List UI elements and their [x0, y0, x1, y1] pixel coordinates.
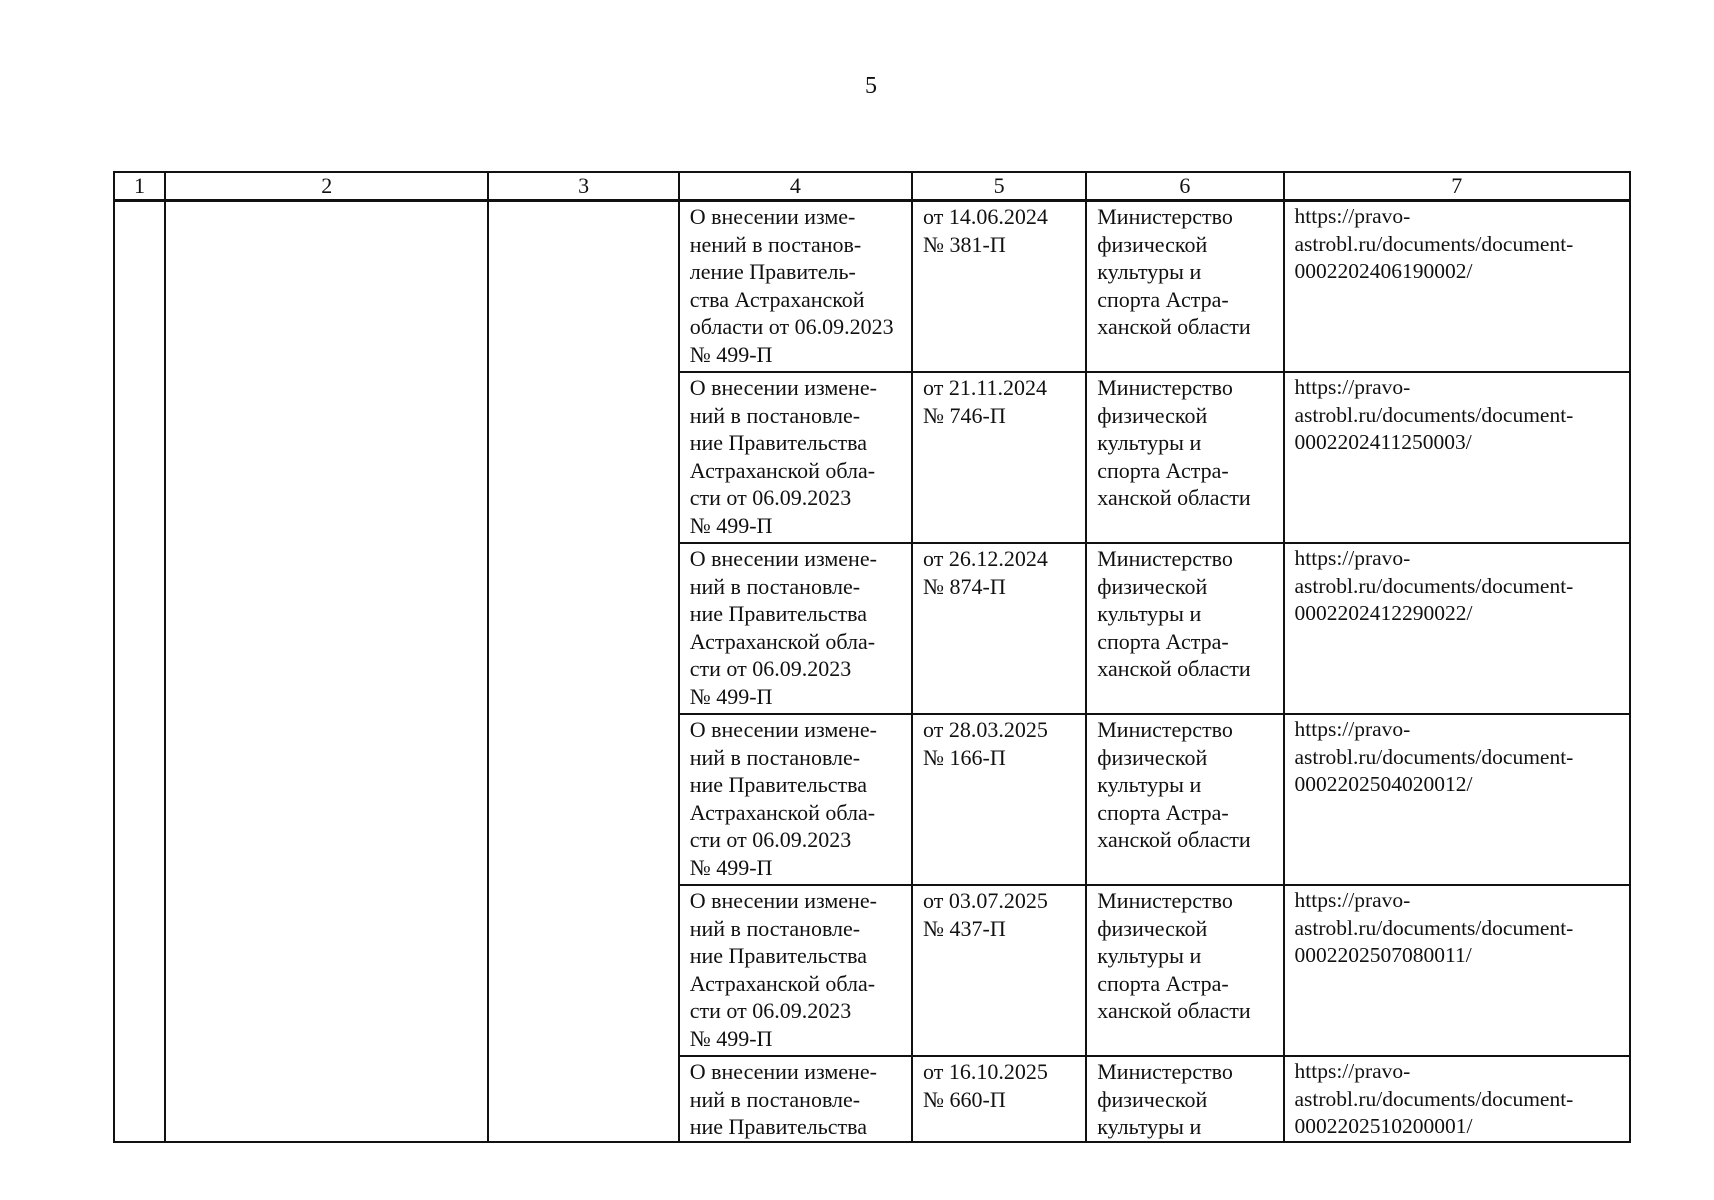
act-title: О внесении измене- ний в постановле- ние Правительства Астраханской обла- сти от 06.09.2023 № 499-П — [689, 888, 877, 1051]
act-authority: Министерство физической культуры и — [1097, 1059, 1233, 1140]
table-header-row — [114, 172, 1630, 201]
act-authority: Министерство физической культуры и спорта Астра- ханской области — [1097, 717, 1251, 853]
act-date-number: от 14.06.2024 № 381-П — [923, 204, 1048, 257]
act-link[interactable]: https://pravo- astrobl.ru/documents/document- 0002202412290022/ — [1294, 546, 1574, 626]
table-row — [114, 201, 1630, 373]
column-header: 7 — [1284, 172, 1631, 201]
act-authority-cell — [1086, 1056, 1283, 1142]
cell-col1 — [114, 201, 165, 1143]
act-date-number: от 26.12.2024 № 874-П — [923, 546, 1048, 599]
act-title: О внесении изме- нений в постанов- ление Правитель- ства Астраханской области от 06.09.2023 № 499-П — [689, 204, 894, 367]
act-title-cell — [679, 543, 912, 714]
act-date-cell — [912, 1056, 1086, 1142]
act-date-cell — [912, 201, 1086, 373]
act-authority-cell — [1086, 201, 1283, 373]
act-date-cell — [912, 372, 1086, 543]
act-date-number: от 03.07.2025 № 437-П — [923, 888, 1048, 941]
document-table — [113, 171, 1631, 1143]
act-link-cell — [1284, 1056, 1631, 1142]
act-link-cell — [1284, 714, 1631, 885]
column-header: 6 — [1086, 172, 1283, 201]
act-date-cell — [912, 543, 1086, 714]
act-link-cell — [1284, 201, 1631, 373]
cell-col3 — [488, 201, 678, 1143]
page-number: 5 — [865, 73, 877, 99]
act-authority-cell — [1086, 885, 1283, 1056]
act-link[interactable]: https://pravo- astrobl.ru/documents/document- 0002202406190002/ — [1294, 204, 1574, 284]
act-title: О внесении измене- ний в постановле- ние Правительства Астраханской обла- сти от 06.09.2023 № 499-П — [689, 717, 877, 880]
act-authority-cell — [1086, 543, 1283, 714]
act-title-cell — [679, 714, 912, 885]
act-date-number: от 28.03.2025 № 166-П — [923, 717, 1048, 770]
act-link[interactable]: https://pravo- astrobl.ru/documents/document- 0002202507080011/ — [1294, 888, 1574, 968]
act-link-cell — [1284, 543, 1631, 714]
column-header: 1 — [114, 172, 165, 201]
column-header: 4 — [679, 172, 912, 201]
cell-col2 — [165, 201, 488, 1143]
column-header: 3 — [488, 172, 678, 201]
act-link-cell — [1284, 885, 1631, 1056]
act-link[interactable]: https://pravo- astrobl.ru/documents/document- 0002202510200001/ — [1294, 1059, 1574, 1139]
act-authority: Министерство физической культуры и спорта Астра- ханской области — [1097, 546, 1251, 682]
act-title: О внесении измене- ний в постановле- ние Правительства Астраханской обла- сти от 06.09.2023 № 499-П — [689, 375, 877, 538]
act-title: О внесении измене- ний в постановле- ние Правительства Астраханской обла- сти от 06.09.2023 № 499-П — [689, 546, 877, 709]
act-link[interactable]: https://pravo- astrobl.ru/documents/document- 0002202411250003/ — [1294, 375, 1574, 455]
act-authority-cell — [1086, 372, 1283, 543]
act-authority: Министерство физической культуры и спорта Астра- ханской области — [1097, 888, 1251, 1024]
act-title: О внесении измене- ний в постановле- ние Правительства — [689, 1059, 877, 1140]
act-authority: Министерство физической культуры и спорта Астра- ханской области — [1097, 375, 1251, 511]
act-authority: Министерство физической культуры и спорта Астра- ханской области — [1097, 204, 1251, 340]
act-link[interactable]: https://pravo- astrobl.ru/documents/document- 0002202504020012/ — [1294, 717, 1574, 797]
column-header: 2 — [165, 172, 488, 201]
act-date-number: от 21.11.2024 № 746-П — [923, 375, 1048, 428]
act-title-cell — [679, 885, 912, 1056]
act-title-cell — [679, 372, 912, 543]
act-title-cell — [679, 201, 912, 373]
column-header: 5 — [912, 172, 1086, 201]
act-title-cell — [679, 1056, 912, 1142]
act-link-cell — [1284, 372, 1631, 543]
act-date-cell — [912, 714, 1086, 885]
act-authority-cell — [1086, 714, 1283, 885]
act-date-number: от 16.10.2025 № 660-П — [923, 1059, 1048, 1112]
act-date-cell — [912, 885, 1086, 1056]
